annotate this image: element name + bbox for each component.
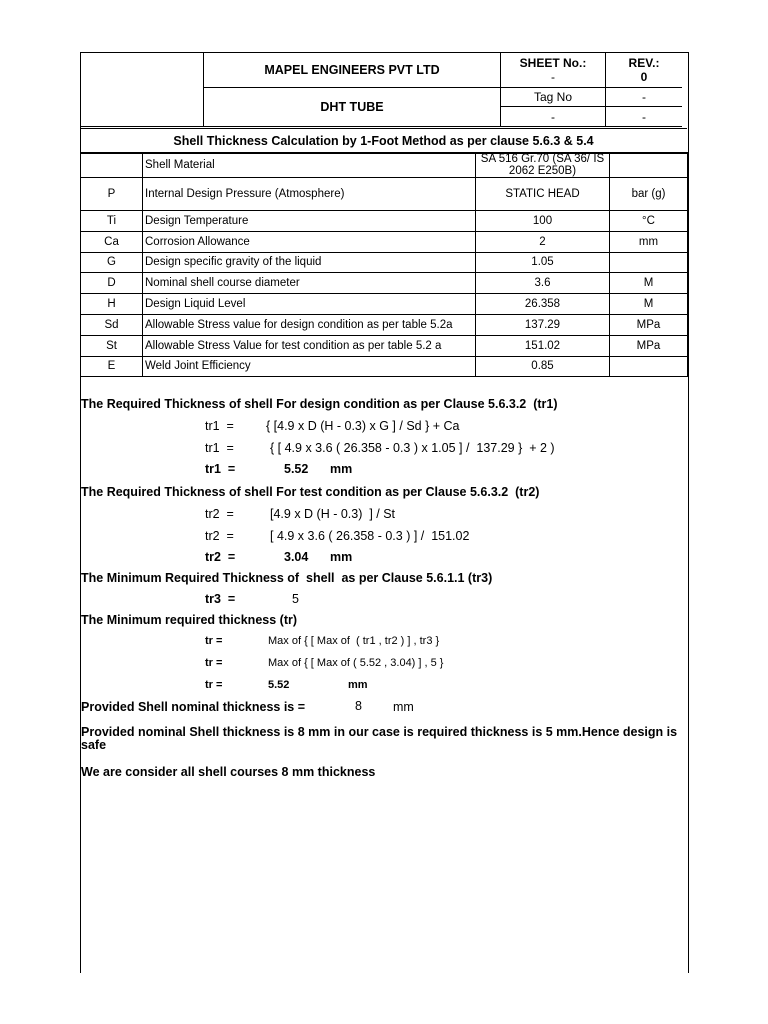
parameter-description: Design specific gravity of the liquid bbox=[143, 252, 476, 273]
parameter-row bbox=[81, 273, 688, 294]
provided-thickness-unit: mm bbox=[393, 700, 414, 714]
tr1-result-unit: mm bbox=[330, 462, 353, 476]
parameter-description: Nominal shell course diameter bbox=[143, 273, 476, 294]
parameter-row bbox=[81, 231, 688, 252]
sheet-value: - bbox=[551, 70, 555, 84]
tr-substituted: Max of { [ Max of ( 5.52 , 3.04) ] , 5 } bbox=[268, 657, 444, 669]
parameter-description: Design Temperature bbox=[143, 211, 476, 232]
parameter-value: 1.05 bbox=[476, 252, 610, 273]
conclusion-text: Provided nominal Shell thickness is 8 mm in our case is required thickness is 5 mm.Hence design is safe bbox=[81, 725, 678, 752]
tr1-label-2: tr1 = bbox=[205, 441, 234, 455]
parameter-value: 3.6 bbox=[476, 273, 610, 294]
parameter-description: Design Liquid Level bbox=[143, 294, 476, 315]
parameter-row bbox=[81, 153, 688, 178]
parameter-description: Allowable Stress Value for test condition as per table 5.2 a bbox=[143, 335, 476, 356]
parameter-symbol: Ti bbox=[81, 211, 143, 232]
parameter-value: 137.29 bbox=[476, 314, 610, 335]
revision-cell bbox=[606, 53, 683, 88]
parameter-symbol: H bbox=[81, 294, 143, 315]
tr1-formula: { [4.9 x D (H - 0.3) x G ] / Sd } + Ca bbox=[266, 419, 460, 433]
header-table bbox=[80, 52, 682, 127]
tr2-label: tr2 = bbox=[205, 507, 234, 521]
tag-value-2: - bbox=[606, 107, 683, 127]
parameter-symbol: Ca bbox=[81, 231, 143, 252]
parameter-symbol: G bbox=[81, 252, 143, 273]
parameter-unit bbox=[610, 252, 688, 273]
tag-value: - bbox=[501, 107, 606, 127]
parameters-table bbox=[80, 152, 688, 377]
parameter-description: Weld Joint Efficiency bbox=[143, 356, 476, 377]
parameter-row bbox=[81, 178, 688, 211]
tr-label-2: tr = bbox=[205, 657, 223, 669]
sheet-label: SHEET No.: bbox=[519, 56, 587, 70]
heading-tr3: The Minimum Required Thickness of shell as per Clause 5.6.1.1 (tr3) bbox=[81, 571, 493, 585]
tr-formula: Max of { [ Max of ( tr1 , tr2 ) ] , tr3 } bbox=[268, 635, 440, 647]
parameter-value: 151.02 bbox=[476, 335, 610, 356]
sheet-number-cell bbox=[501, 53, 606, 88]
parameter-row bbox=[81, 294, 688, 315]
tr1-label: tr1 = bbox=[205, 419, 234, 433]
logo-cell bbox=[80, 53, 204, 127]
company-name: MAPEL ENGINEERS PVT LTD bbox=[204, 53, 501, 88]
tr1-result-label: tr1 = bbox=[205, 462, 236, 476]
tr2-substituted: [ 4.9 x 3.6 ( 26.358 - 0.3 ) ] / 151.02 bbox=[270, 529, 470, 543]
parameter-symbol bbox=[81, 153, 143, 178]
final-note: We are consider all shell courses 8 mm thickness bbox=[81, 765, 376, 779]
tr2-result-value: 3.04 bbox=[284, 550, 309, 564]
provided-thickness-value: 8 bbox=[355, 699, 362, 713]
tr-result-value: 5.52 bbox=[268, 679, 290, 691]
parameter-row bbox=[81, 211, 688, 232]
parameter-description: Shell Material bbox=[143, 153, 476, 178]
parameter-unit: M bbox=[610, 294, 688, 315]
parameter-row bbox=[81, 335, 688, 356]
tr-label: tr = bbox=[205, 635, 223, 647]
parameter-value: SA 516 Gr.70 (SA 36/ IS 2062 E250B) bbox=[476, 153, 610, 178]
parameter-value: 0.85 bbox=[476, 356, 610, 377]
tag-label: Tag No bbox=[501, 88, 606, 107]
parameter-description: Corrosion Allowance bbox=[143, 231, 476, 252]
parameter-symbol: P bbox=[81, 178, 143, 211]
tr1-substituted: { [ 4.9 x 3.6 ( 26.358 - 0.3 ) x 1.05 ] / 137.29 } + 2 ) bbox=[270, 441, 555, 455]
parameter-unit: bar (g) bbox=[610, 178, 688, 211]
parameter-row bbox=[81, 252, 688, 273]
parameter-value: 2 bbox=[476, 231, 610, 252]
parameter-row bbox=[81, 356, 688, 377]
parameter-unit: mm bbox=[610, 231, 688, 252]
parameter-unit bbox=[610, 356, 688, 377]
tr1-result-value: 5.52 bbox=[284, 462, 309, 476]
parameter-value: STATIC HEAD bbox=[476, 178, 610, 211]
tr-result-unit: mm bbox=[348, 679, 368, 691]
heading-tr1: The Required Thickness of shell For design condition as per Clause 5.6.3.2 (tr1) bbox=[81, 397, 558, 411]
tr3-label: tr3 = bbox=[205, 592, 236, 606]
heading-tr2: The Required Thickness of shell For test condition as per Clause 5.6.3.2 (tr2) bbox=[81, 485, 540, 499]
parameter-unit bbox=[610, 153, 688, 178]
parameter-value: 100 bbox=[476, 211, 610, 232]
parameter-unit: MPa bbox=[610, 335, 688, 356]
heading-tr: The Minimum required thickness (tr) bbox=[81, 613, 298, 627]
parameter-row bbox=[81, 314, 688, 335]
parameter-symbol: Sd bbox=[81, 314, 143, 335]
rev-value: 0 bbox=[640, 70, 648, 84]
tr2-label-2: tr2 = bbox=[205, 529, 234, 543]
parameter-description: Allowable Stress value for design condition as per table 5.2a bbox=[143, 314, 476, 335]
parameter-symbol: D bbox=[81, 273, 143, 294]
section-title: Shell Thickness Calculation by 1-Foot Method as per clause 5.6.3 & 5.4 bbox=[80, 128, 687, 154]
rev-label: REV.: bbox=[628, 56, 660, 70]
document-title: DHT TUBE bbox=[204, 88, 501, 127]
parameter-description: Internal Design Pressure (Atmosphere) bbox=[143, 178, 476, 211]
tag-right-value: - bbox=[606, 88, 683, 107]
tr3-value: 5 bbox=[292, 592, 299, 606]
tr2-result-unit: mm bbox=[330, 550, 353, 564]
parameter-unit: °C bbox=[610, 211, 688, 232]
tr2-formula: [4.9 x D (H - 0.3) ] / St bbox=[270, 507, 396, 521]
provided-thickness-label: Provided Shell nominal thickness is = bbox=[81, 700, 306, 714]
tr2-result-label: tr2 = bbox=[205, 550, 236, 564]
tr-result-label: tr = bbox=[205, 679, 223, 691]
parameter-symbol: E bbox=[81, 356, 143, 377]
parameter-symbol: St bbox=[81, 335, 143, 356]
parameter-value: 26.358 bbox=[476, 294, 610, 315]
parameter-unit: MPa bbox=[610, 314, 688, 335]
parameter-unit: M bbox=[610, 273, 688, 294]
